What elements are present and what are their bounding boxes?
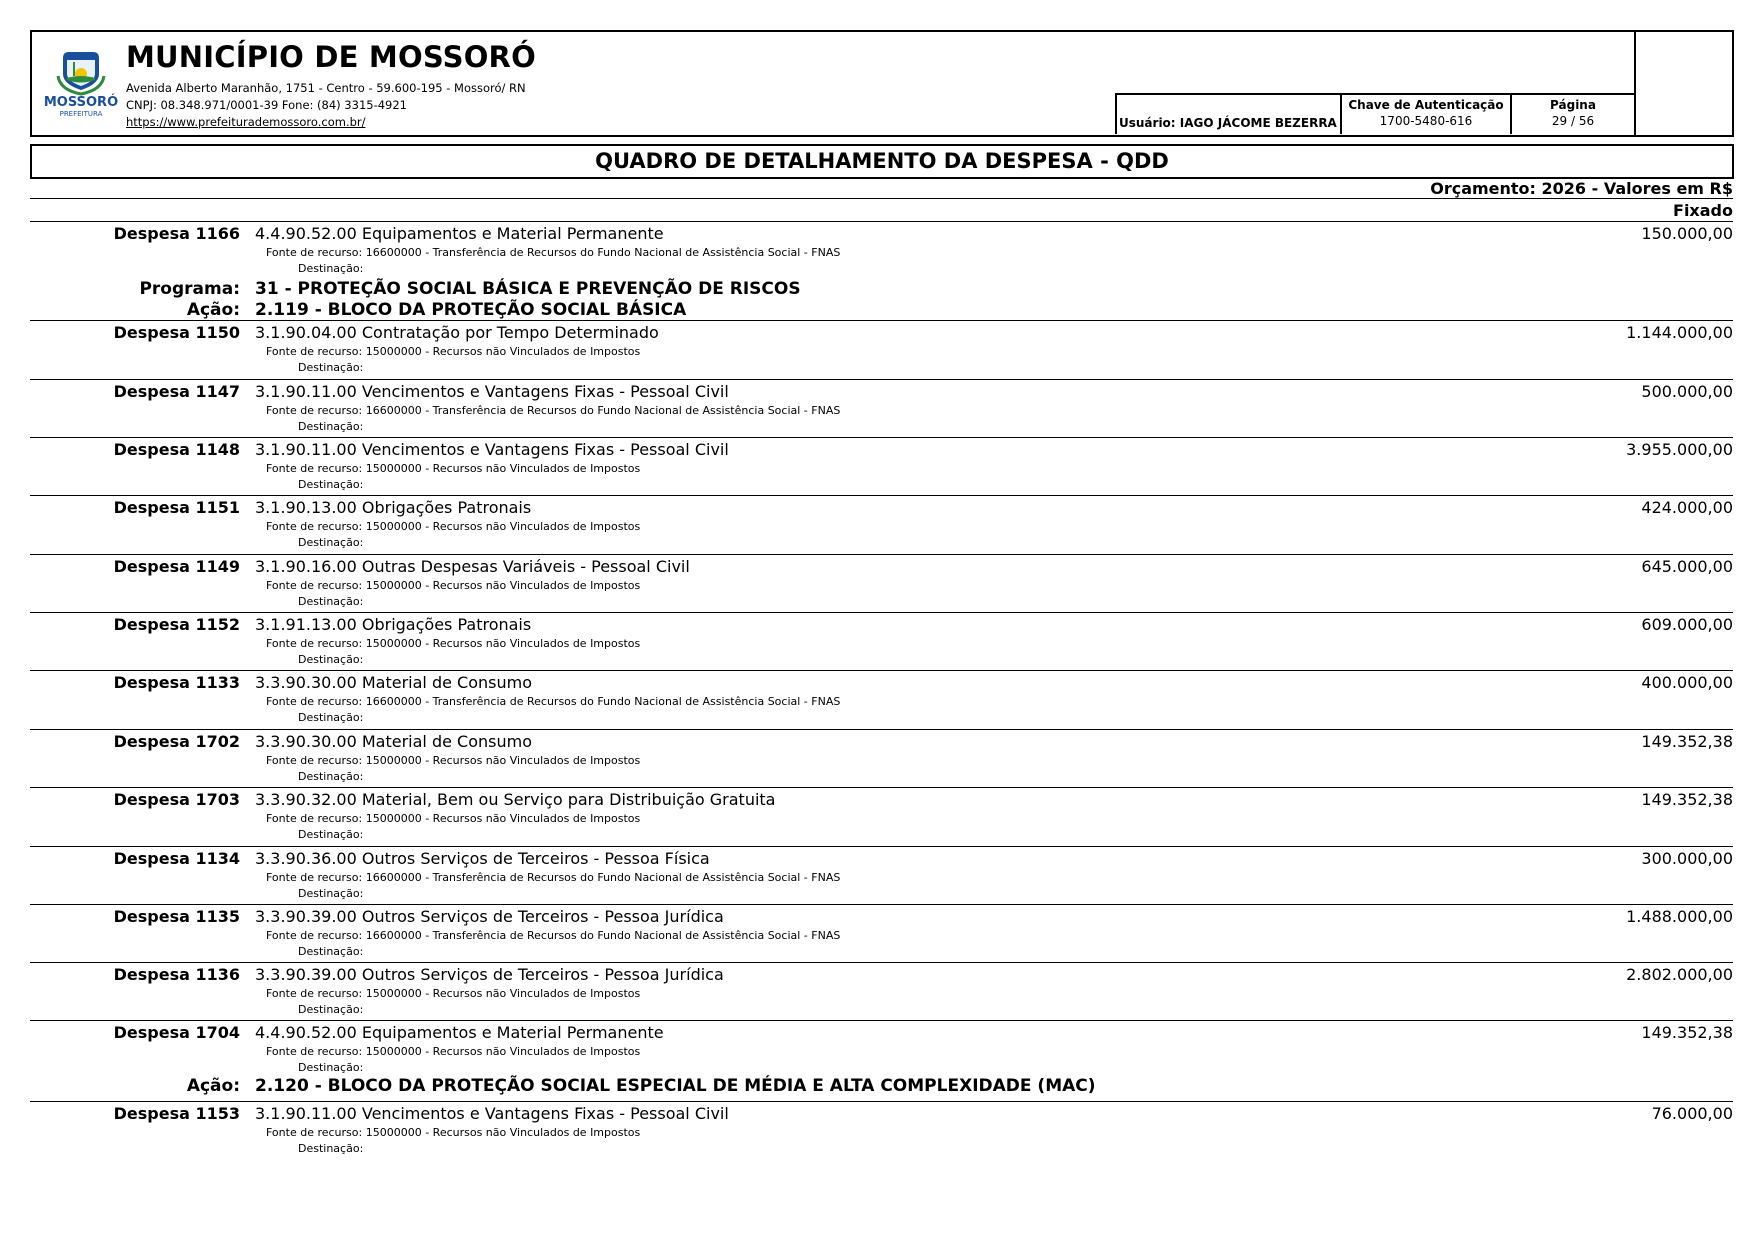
expense-value: 149.352,38 [1641, 1023, 1733, 1042]
expense-destination: Destinação: [298, 1003, 364, 1016]
expense-label: Despesa 1166 [113, 224, 240, 243]
expense-source: Fonte de recurso: 16600000 - Transferência de Recursos do Fundo Nacional de Assistência Social - FNAS [266, 871, 841, 884]
divider [30, 198, 1733, 199]
expense-value: 645.000,00 [1641, 557, 1733, 576]
expense-source: Fonte de recurso: 16600000 - Transferência de Recursos do Fundo Nacional de Assistência Social - FNAS [266, 246, 841, 259]
expense-label: Despesa 1704 [113, 1023, 240, 1042]
row-divider [30, 846, 1733, 847]
row-divider [30, 495, 1733, 496]
expense-description: 3.3.90.36.00 Outros Serviços de Terceiros - Pessoa Física [255, 849, 710, 868]
expense-label: Despesa 1149 [113, 557, 240, 576]
page-value: 29 / 56 [1551, 114, 1595, 128]
row-divider [30, 612, 1733, 613]
expense-label: Despesa 1136 [113, 965, 240, 984]
expense-source: Fonte de recurso: 16600000 - Transferência de Recursos do Fundo Nacional de Assistência Social - FNAS [266, 929, 841, 942]
expense-description: 3.3.90.30.00 Material de Consumo [255, 673, 532, 692]
user-cell [1115, 93, 1340, 134]
expense-destination: Destinação: [298, 653, 364, 666]
row-divider [30, 904, 1733, 905]
expense-value: 2.802.000,00 [1626, 965, 1733, 984]
logo-subtext: PREFEITURA [59, 110, 103, 118]
expense-source: Fonte de recurso: 15000000 - Recursos não Vinculados de Impostos [266, 987, 641, 1000]
row-divider [30, 787, 1733, 788]
page-cell [1510, 93, 1634, 134]
municipality-title: MUNICÍPIO DE MOSSORÓ [126, 40, 536, 74]
expense-description: 3.1.90.04.00 Contratação por Tempo Determinado [255, 323, 659, 342]
expense-source: Fonte de recurso: 15000000 - Recursos não Vinculados de Impostos [266, 1126, 641, 1139]
expense-value: 1.144.000,00 [1626, 323, 1733, 342]
expense-destination: Destinação: [298, 945, 364, 958]
expense-value: 424.000,00 [1641, 498, 1733, 517]
user-label: Usuário: IAGO JÁCOME BEZERRA [1119, 116, 1337, 130]
action-name: 2.120 - BLOCO DA PROTEÇÃO SOCIAL ESPECIAL DE MÉDIA E ALTA COMPLEXIDADE (MAC) [255, 1076, 1096, 1096]
expense-destination: Destinação: [298, 770, 364, 783]
expense-destination: Destinação: [298, 536, 364, 549]
row-divider [30, 437, 1733, 438]
row-divider [30, 670, 1733, 671]
expense-description: 3.3.90.39.00 Outros Serviços de Terceiros - Pessoa Jurídica [255, 965, 724, 984]
expense-description: 4.4.90.52.00 Equipamentos e Material Permanente [255, 1023, 664, 1042]
expense-source: Fonte de recurso: 15000000 - Recursos não Vinculados de Impostos [266, 754, 641, 767]
program-label: Programa: [139, 279, 240, 299]
expense-source: Fonte de recurso: 15000000 - Recursos não Vinculados de Impostos [266, 462, 641, 475]
expense-destination: Destinação: [298, 1061, 364, 1074]
row-divider [30, 554, 1733, 555]
auth-key-value: 1700-5480-616 [1379, 114, 1473, 128]
municipality-logo [40, 48, 122, 124]
expense-label: Despesa 1147 [113, 382, 240, 401]
expense-description: 3.3.90.30.00 Material de Consumo [255, 732, 532, 751]
address: Avenida Alberto Maranhão, 1751 - Centro - 59.600-195 - Mossoró/ RN [126, 81, 526, 95]
auth-key-cell [1340, 93, 1510, 134]
expense-description: 3.1.90.11.00 Vencimentos e Vantagens Fixas - Pessoal Civil [255, 1104, 729, 1123]
expense-destination: Destinação: [298, 478, 364, 491]
expense-value: 1.488.000,00 [1626, 907, 1733, 926]
expense-source: Fonte de recurso: 15000000 - Recursos não Vinculados de Impostos [266, 579, 641, 592]
expense-label: Despesa 1703 [113, 790, 240, 809]
expense-source: Fonte de recurso: 15000000 - Recursos não Vinculados de Impostos [266, 1045, 641, 1058]
expense-value: 149.352,38 [1641, 790, 1733, 809]
expense-description: 3.1.90.13.00 Obrigações Patronais [255, 498, 532, 517]
expense-destination: Destinação: [298, 595, 364, 608]
expense-label: Despesa 1151 [113, 498, 240, 517]
row-divider [30, 1020, 1733, 1021]
row-divider [30, 729, 1733, 730]
program-name: 31 - PROTEÇÃO SOCIAL BÁSICA E PREVENÇÃO DE RISCOS [255, 279, 801, 299]
action-label: Ação: [186, 1076, 240, 1096]
header-divider [1634, 30, 1636, 135]
expense-label: Despesa 1153 [113, 1104, 240, 1123]
expense-destination: Destinação: [298, 828, 364, 841]
expense-source: Fonte de recurso: 15000000 - Recursos não Vinculados de Impostos [266, 637, 641, 650]
expense-value: 500.000,00 [1641, 382, 1733, 401]
budget-label: Orçamento: 2026 - Valores em R$ [1430, 179, 1733, 198]
expense-value: 3.955.000,00 [1626, 440, 1733, 459]
column-header-fixado: Fixado [1673, 201, 1733, 220]
expense-label: Despesa 1133 [113, 673, 240, 692]
expense-value: 609.000,00 [1641, 615, 1733, 634]
expense-value: 149.352,38 [1641, 732, 1733, 751]
expense-label: Despesa 1135 [113, 907, 240, 926]
expense-destination: Destinação: [298, 887, 364, 900]
expense-description: 3.1.90.11.00 Vencimentos e Vantagens Fixas - Pessoal Civil [255, 382, 729, 401]
expense-value: 150.000,00 [1641, 224, 1733, 243]
expense-description: 3.3.90.32.00 Material, Bem ou Serviço para Distribuição Gratuita [255, 790, 776, 809]
expense-source: Fonte de recurso: 15000000 - Recursos não Vinculados de Impostos [266, 812, 641, 825]
page-label: Página [1550, 98, 1596, 112]
expense-source: Fonte de recurso: 15000000 - Recursos não Vinculados de Impostos [266, 345, 641, 358]
expense-source: Fonte de recurso: 15000000 - Recursos não Vinculados de Impostos [266, 520, 641, 533]
expense-source: Fonte de recurso: 16600000 - Transferência de Recursos do Fundo Nacional de Assistência Social - FNAS [266, 695, 841, 708]
action-name: 2.119 - BLOCO DA PROTEÇÃO SOCIAL BÁSICA [255, 300, 687, 320]
row-divider [30, 379, 1733, 380]
expense-destination: Destinação: [298, 361, 364, 374]
report-title: QUADRO DE DETALHAMENTO DA DESPESA - QDD [30, 144, 1734, 179]
expense-value: 400.000,00 [1641, 673, 1733, 692]
expense-label: Despesa 1148 [113, 440, 240, 459]
expense-value: 300.000,00 [1641, 849, 1733, 868]
expense-source: Fonte de recurso: 16600000 - Transferência de Recursos do Fundo Nacional de Assistência Social - FNAS [266, 404, 841, 417]
action-label: Ação: [186, 300, 240, 320]
expense-destination: Destinação: [298, 262, 364, 275]
expense-description: 3.3.90.39.00 Outros Serviços de Terceiros - Pessoa Jurídica [255, 907, 724, 926]
expense-destination: Destinação: [298, 420, 364, 433]
expense-description: 3.1.91.13.00 Obrigações Patronais [255, 615, 532, 634]
expense-destination: Destinação: [298, 711, 364, 724]
expense-description: 3.1.90.16.00 Outras Despesas Variáveis - Pessoal Civil [255, 557, 690, 576]
expense-description: 4.4.90.52.00 Equipamentos e Material Permanente [255, 224, 664, 243]
expense-destination: Destinação: [298, 1142, 364, 1155]
expense-label: Despesa 1152 [113, 615, 240, 634]
website-link[interactable]: https://www.prefeiturademossoro.com.br/ [126, 115, 366, 129]
divider [30, 221, 1733, 222]
row-divider [30, 962, 1733, 963]
expense-label: Despesa 1150 [113, 323, 240, 342]
cnpj-phone: CNPJ: 08.348.971/0001-39 Fone: (84) 3315-4921 [126, 98, 407, 112]
expense-description: 3.1.90.11.00 Vencimentos e Vantagens Fixas - Pessoal Civil [255, 440, 729, 459]
row-divider [30, 320, 1733, 321]
expense-label: Despesa 1702 [113, 732, 240, 751]
row-divider [30, 1101, 1733, 1102]
auth-key-label: Chave de Autenticação [1348, 98, 1504, 112]
expense-value: 76.000,00 [1651, 1104, 1733, 1123]
expense-label: Despesa 1134 [113, 849, 240, 868]
logo-text: MOSSORÓ [43, 95, 119, 110]
